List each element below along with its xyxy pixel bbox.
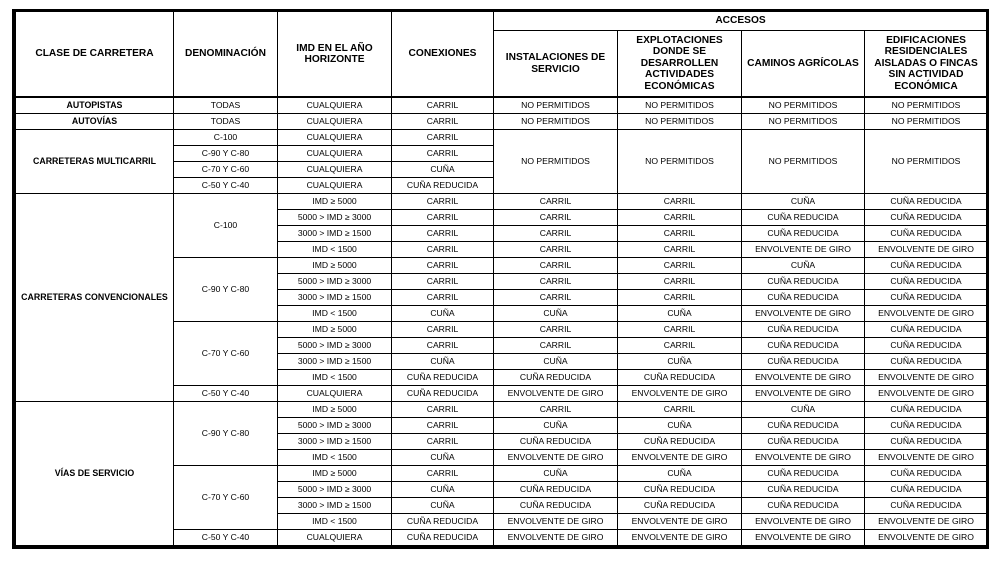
cell: CARRIL [392, 114, 494, 130]
cell: CUÑA [392, 498, 494, 514]
cell: CARRIL [494, 242, 618, 258]
header-clase: CLASE DE CARRETERA [16, 12, 174, 98]
cell: CARRIL [618, 322, 742, 338]
cell: CARRIL [618, 226, 742, 242]
cell: IMD ≥ 5000 [278, 322, 392, 338]
cell: 5000 > IMD ≥ 3000 [278, 482, 392, 498]
cell: 3000 > IMD ≥ 1500 [278, 498, 392, 514]
cell: CUÑA REDUCIDA [392, 530, 494, 546]
cell: CARRIL [618, 210, 742, 226]
clase-cell: AUTOVÍAS [16, 114, 174, 130]
cell: NO PERMITIDOS [494, 114, 618, 130]
cell: NO PERMITIDOS [865, 114, 988, 130]
cell: CUALQUIERA [278, 530, 392, 546]
cell: CUÑA REDUCIDA [618, 498, 742, 514]
cell: IMD < 1500 [278, 306, 392, 322]
cell: CUÑA REDUCIDA [865, 482, 988, 498]
denominacion-cell: C-90 Y C-80 [174, 402, 278, 466]
cell: ENVOLVENTE DE GIRO [618, 450, 742, 466]
cell: CARRIL [618, 242, 742, 258]
cell: NO PERMITIDOS [618, 97, 742, 114]
cell: 5000 > IMD ≥ 3000 [278, 274, 392, 290]
cell: CUÑA REDUCIDA [865, 402, 988, 418]
cell: NO PERMITIDOS [742, 97, 865, 114]
cell: ENVOLVENTE DE GIRO [494, 386, 618, 402]
header-accesos: ACCESOS [494, 12, 988, 31]
cell: CARRIL [494, 258, 618, 274]
header-instalaciones: INSTALACIONES DE SERVICIO [494, 31, 618, 98]
cell: CUÑA [392, 306, 494, 322]
cell: CUÑA [494, 418, 618, 434]
cell: CUÑA [494, 354, 618, 370]
cell: CARRIL [392, 418, 494, 434]
cell: CUÑA REDUCIDA [392, 370, 494, 386]
cell: CUÑA REDUCIDA [865, 274, 988, 290]
cell: 5000 > IMD ≥ 3000 [278, 338, 392, 354]
cell: ENVOLVENTE DE GIRO [865, 370, 988, 386]
cell: CARRIL [392, 146, 494, 162]
cell: ENVOLVENTE DE GIRO [618, 386, 742, 402]
cell: 3000 > IMD ≥ 1500 [278, 226, 392, 242]
cell: CUÑA [618, 466, 742, 482]
cell: CUALQUIERA [278, 178, 392, 194]
cell: CUÑA REDUCIDA [742, 418, 865, 434]
cell: CUALQUIERA [278, 146, 392, 162]
cell: CUÑA [494, 306, 618, 322]
cell: CUÑA REDUCIDA [865, 194, 988, 210]
cell: NO PERMITIDOS [494, 130, 618, 194]
cell: ENVOLVENTE DE GIRO [742, 306, 865, 322]
cell: 5000 > IMD ≥ 3000 [278, 418, 392, 434]
cell: 3000 > IMD ≥ 1500 [278, 354, 392, 370]
cell: CUÑA REDUCIDA [392, 386, 494, 402]
clase-cell: AUTOPISTAS [16, 97, 174, 114]
table-row [16, 130, 988, 146]
cell: CUÑA REDUCIDA [742, 274, 865, 290]
cell: CARRIL [392, 194, 494, 210]
cell: NO PERMITIDOS [618, 130, 742, 194]
cell: CUÑA REDUCIDA [742, 498, 865, 514]
cell: CARRIL [392, 402, 494, 418]
cell: NO PERMITIDOS [865, 97, 988, 114]
access-regulation-table-frame [12, 9, 989, 549]
cell: CUÑA [618, 354, 742, 370]
cell: ENVOLVENTE DE GIRO [494, 530, 618, 546]
cell: CUÑA REDUCIDA [865, 434, 988, 450]
cell: CUÑA REDUCIDA [742, 290, 865, 306]
cell: CUÑA REDUCIDA [865, 210, 988, 226]
cell: CARRIL [494, 194, 618, 210]
cell: IMD < 1500 [278, 514, 392, 530]
cell: CUÑA REDUCIDA [865, 418, 988, 434]
header-imd: IMD EN EL AÑO HORIZONTE [278, 12, 392, 98]
cell: CARRIL [392, 434, 494, 450]
cell: CUÑA REDUCIDA [865, 226, 988, 242]
cell: IMD ≥ 5000 [278, 194, 392, 210]
cell: CARRIL [494, 274, 618, 290]
denominacion-cell: C-100 [174, 194, 278, 258]
cell: IMD < 1500 [278, 242, 392, 258]
cell: CARRIL [392, 210, 494, 226]
cell: CUÑA REDUCIDA [742, 466, 865, 482]
cell: CARRIL [392, 466, 494, 482]
cell: C-90 Y C-80 [174, 146, 278, 162]
cell: IMD ≥ 5000 [278, 466, 392, 482]
cell: NO PERMITIDOS [742, 130, 865, 194]
cell: ENVOLVENTE DE GIRO [742, 514, 865, 530]
table-row [16, 402, 988, 418]
cell: CARRIL [392, 290, 494, 306]
cell: CUÑA [392, 450, 494, 466]
cell: ENVOLVENTE DE GIRO [618, 514, 742, 530]
cell: CARRIL [392, 322, 494, 338]
cell: CARRIL [494, 210, 618, 226]
header-row-top [16, 12, 988, 31]
cell: CUÑA REDUCIDA [494, 434, 618, 450]
cell: CUÑA REDUCIDA [742, 226, 865, 242]
cell: CARRIL [618, 338, 742, 354]
access-regulation-table [15, 11, 988, 546]
cell: CARRIL [392, 97, 494, 114]
cell: CUÑA [494, 466, 618, 482]
cell: CUÑA REDUCIDA [865, 322, 988, 338]
cell: CARRIL [494, 226, 618, 242]
cell: ENVOLVENTE DE GIRO [742, 450, 865, 466]
cell: CUÑA [392, 354, 494, 370]
cell: CARRIL [618, 258, 742, 274]
cell: CARRIL [618, 274, 742, 290]
cell: CUÑA REDUCIDA [618, 434, 742, 450]
cell: CUÑA [392, 482, 494, 498]
cell: CARRIL [392, 226, 494, 242]
cell: CUÑA [618, 418, 742, 434]
cell: CUÑA REDUCIDA [392, 514, 494, 530]
cell: ENVOLVENTE DE GIRO [865, 530, 988, 546]
cell: CUÑA REDUCIDA [742, 434, 865, 450]
cell: ENVOLVENTE DE GIRO [865, 386, 988, 402]
header-caminos: CAMINOS AGRÍCOLAS [742, 31, 865, 98]
cell: 3000 > IMD ≥ 1500 [278, 434, 392, 450]
cell: CARRIL [494, 338, 618, 354]
cell: TODAS [174, 114, 278, 130]
cell: CUÑA REDUCIDA [618, 370, 742, 386]
cell: CUALQUIERA [278, 162, 392, 178]
denominacion-cell: C-70 Y C-60 [174, 322, 278, 386]
cell: NO PERMITIDOS [865, 130, 988, 194]
cell: CUÑA REDUCIDA [742, 322, 865, 338]
denominacion-cell: C-50 Y C-40 [174, 530, 278, 546]
cell: NO PERMITIDOS [494, 97, 618, 114]
cell: CARRIL [494, 402, 618, 418]
cell: ENVOLVENTE DE GIRO [494, 514, 618, 530]
cell: CUÑA REDUCIDA [865, 290, 988, 306]
cell: CUÑA [618, 306, 742, 322]
cell: ENVOLVENTE DE GIRO [865, 306, 988, 322]
cell: ENVOLVENTE DE GIRO [865, 514, 988, 530]
cell: IMD < 1500 [278, 450, 392, 466]
cell: CUÑA REDUCIDA [865, 354, 988, 370]
cell: CUÑA REDUCIDA [618, 482, 742, 498]
header-explotaciones: EXPLOTACIONES DONDE SE DESARROLLEN ACTIVIDADES ECONÓMICAS [618, 31, 742, 98]
cell: CUALQUIERA [278, 97, 392, 114]
cell: CUÑA REDUCIDA [865, 258, 988, 274]
cell: CUÑA REDUCIDA [494, 482, 618, 498]
cell: CUÑA [742, 194, 865, 210]
cell: ENVOLVENTE DE GIRO [865, 450, 988, 466]
cell: ENVOLVENTE DE GIRO [742, 530, 865, 546]
cell: 3000 > IMD ≥ 1500 [278, 290, 392, 306]
cell: CUÑA [392, 162, 494, 178]
clase-cell: CARRETERAS MULTICARRIL [16, 130, 174, 194]
cell: ENVOLVENTE DE GIRO [742, 386, 865, 402]
denominacion-cell: C-70 Y C-60 [174, 466, 278, 530]
cell: IMD < 1500 [278, 370, 392, 386]
cell: CUALQUIERA [278, 114, 392, 130]
cell: CUÑA [742, 402, 865, 418]
cell: C-70 Y C-60 [174, 162, 278, 178]
cell: CUÑA REDUCIDA [865, 338, 988, 354]
cell: C-50 Y C-40 [174, 178, 278, 194]
cell: CUÑA [742, 258, 865, 274]
cell: CUÑA REDUCIDA [494, 498, 618, 514]
header-denominacion: DENOMINACIÓN [174, 12, 278, 98]
cell: CARRIL [392, 242, 494, 258]
cell: NO PERMITIDOS [742, 114, 865, 130]
cell: CUÑA REDUCIDA [865, 466, 988, 482]
cell: CARRIL [392, 274, 494, 290]
cell: CUÑA REDUCIDA [865, 498, 988, 514]
cell: 5000 > IMD ≥ 3000 [278, 210, 392, 226]
cell: CUÑA REDUCIDA [742, 338, 865, 354]
cell: CUALQUIERA [278, 386, 392, 402]
cell: CARRIL [618, 290, 742, 306]
table-row [16, 97, 988, 114]
cell: ENVOLVENTE DE GIRO [494, 450, 618, 466]
header-conexiones: CONEXIONES [392, 12, 494, 98]
cell: CUALQUIERA [278, 130, 392, 146]
denominacion-cell: C-50 Y C-40 [174, 386, 278, 402]
cell: NO PERMITIDOS [618, 114, 742, 130]
denominacion-cell: C-90 Y C-80 [174, 258, 278, 322]
cell: IMD ≥ 5000 [278, 258, 392, 274]
cell: CUÑA REDUCIDA [742, 482, 865, 498]
cell: CARRIL [494, 290, 618, 306]
clase-cell: CARRETERAS CONVENCIONALES [16, 194, 174, 402]
table-row [16, 194, 988, 210]
table-body [16, 97, 988, 546]
cell: CUÑA REDUCIDA [742, 354, 865, 370]
clase-cell: VÍAS DE SERVICIO [16, 402, 174, 546]
cell: ENVOLVENTE DE GIRO [742, 242, 865, 258]
cell: ENVOLVENTE DE GIRO [618, 530, 742, 546]
cell: TODAS [174, 97, 278, 114]
header-edificaciones: EDIFICACIONES RESIDENCIALES AISLADAS O FINCAS SIN ACTIVIDAD ECONÓMICA [865, 31, 988, 98]
cell: CUÑA REDUCIDA [494, 370, 618, 386]
cell: CARRIL [494, 322, 618, 338]
cell: ENVOLVENTE DE GIRO [865, 242, 988, 258]
cell: CARRIL [392, 258, 494, 274]
cell: CARRIL [392, 338, 494, 354]
cell: IMD ≥ 5000 [278, 402, 392, 418]
cell: CUÑA REDUCIDA [742, 210, 865, 226]
cell: CARRIL [618, 402, 742, 418]
cell: C-100 [174, 130, 278, 146]
table-row [16, 114, 988, 130]
cell: CARRIL [392, 130, 494, 146]
cell: ENVOLVENTE DE GIRO [742, 370, 865, 386]
cell: CUÑA REDUCIDA [392, 178, 494, 194]
cell: CARRIL [618, 194, 742, 210]
